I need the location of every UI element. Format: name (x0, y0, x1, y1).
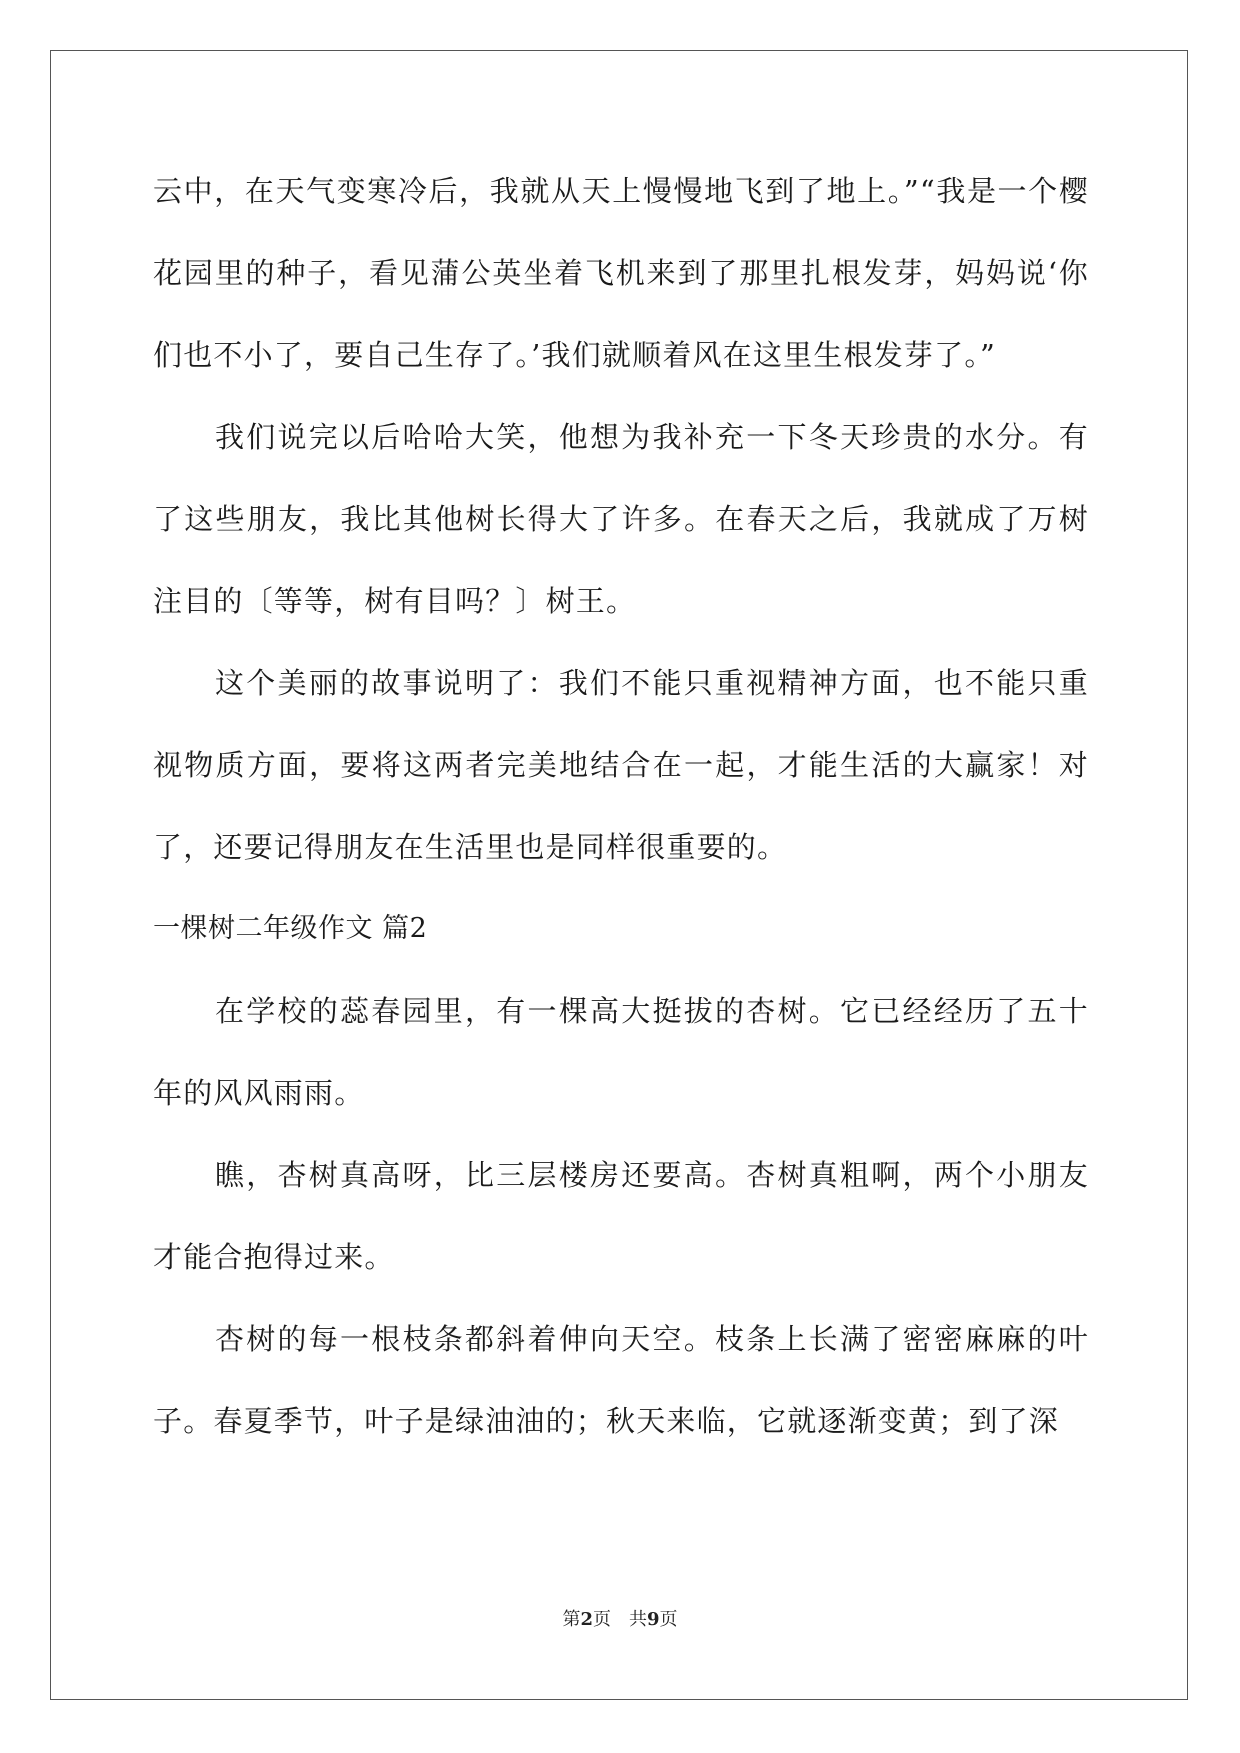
page-footer (0, 1605, 1240, 1631)
page-suffix: 页 (593, 1609, 611, 1630)
page-prefix: 第 (562, 1609, 581, 1630)
page-number: 2 (580, 1609, 593, 1630)
paragraph-3: 这个美丽的故事说明了：我们不能只重视精神方面，也不能只重视物质方面，要将这两者完美地结合在一起，才能生活的大赢家！对了，还要记得朋友在生活里也是同样很重要的。 (153, 666, 1089, 864)
paragraph-1: 云中，在天气变寒冷后，我就从天上慢慢地飞到了地上。”“我是一个樱花园里的种子，看见蒲公英坐着飞机来到了那里扎根发芽，妈妈说‘你们也不小了，要自己生存了。’我们就顺着风在这里生根发芽了。” (153, 174, 1089, 372)
paragraph-6: 杏树的每一根枝条都斜着伸向天空。枝条上长满了密密麻麻的叶子。春夏季节，叶子是绿油油的；秋天来临，它就逐渐变黄；到了深 (153, 1322, 1089, 1438)
total-prefix: 共 (629, 1609, 647, 1630)
total-suffix: 页 (659, 1609, 678, 1630)
document-body (153, 150, 1089, 1462)
paragraph-4: 在学校的蕊春园里，有一棵高大挺拔的杏树。它已经经历了五十年的风风雨雨。 (153, 994, 1089, 1110)
paragraph-5: 瞧，杏树真高呀，比三层楼房还要高。杏树真粗啊，两个小朋友才能合抱得过来。 (153, 1158, 1089, 1274)
total-pages: 9 (647, 1609, 660, 1630)
paragraph-2: 我们说完以后哈哈大笑，他想为我补充一下冬天珍贵的水分。有了这些朋友，我比其他树长得大了许多。在春天之后，我就成了万树注目的〔等等，树有目吗？〕树王。 (153, 420, 1089, 618)
section-heading: 一棵树二年级作文 篇2 (153, 913, 428, 944)
